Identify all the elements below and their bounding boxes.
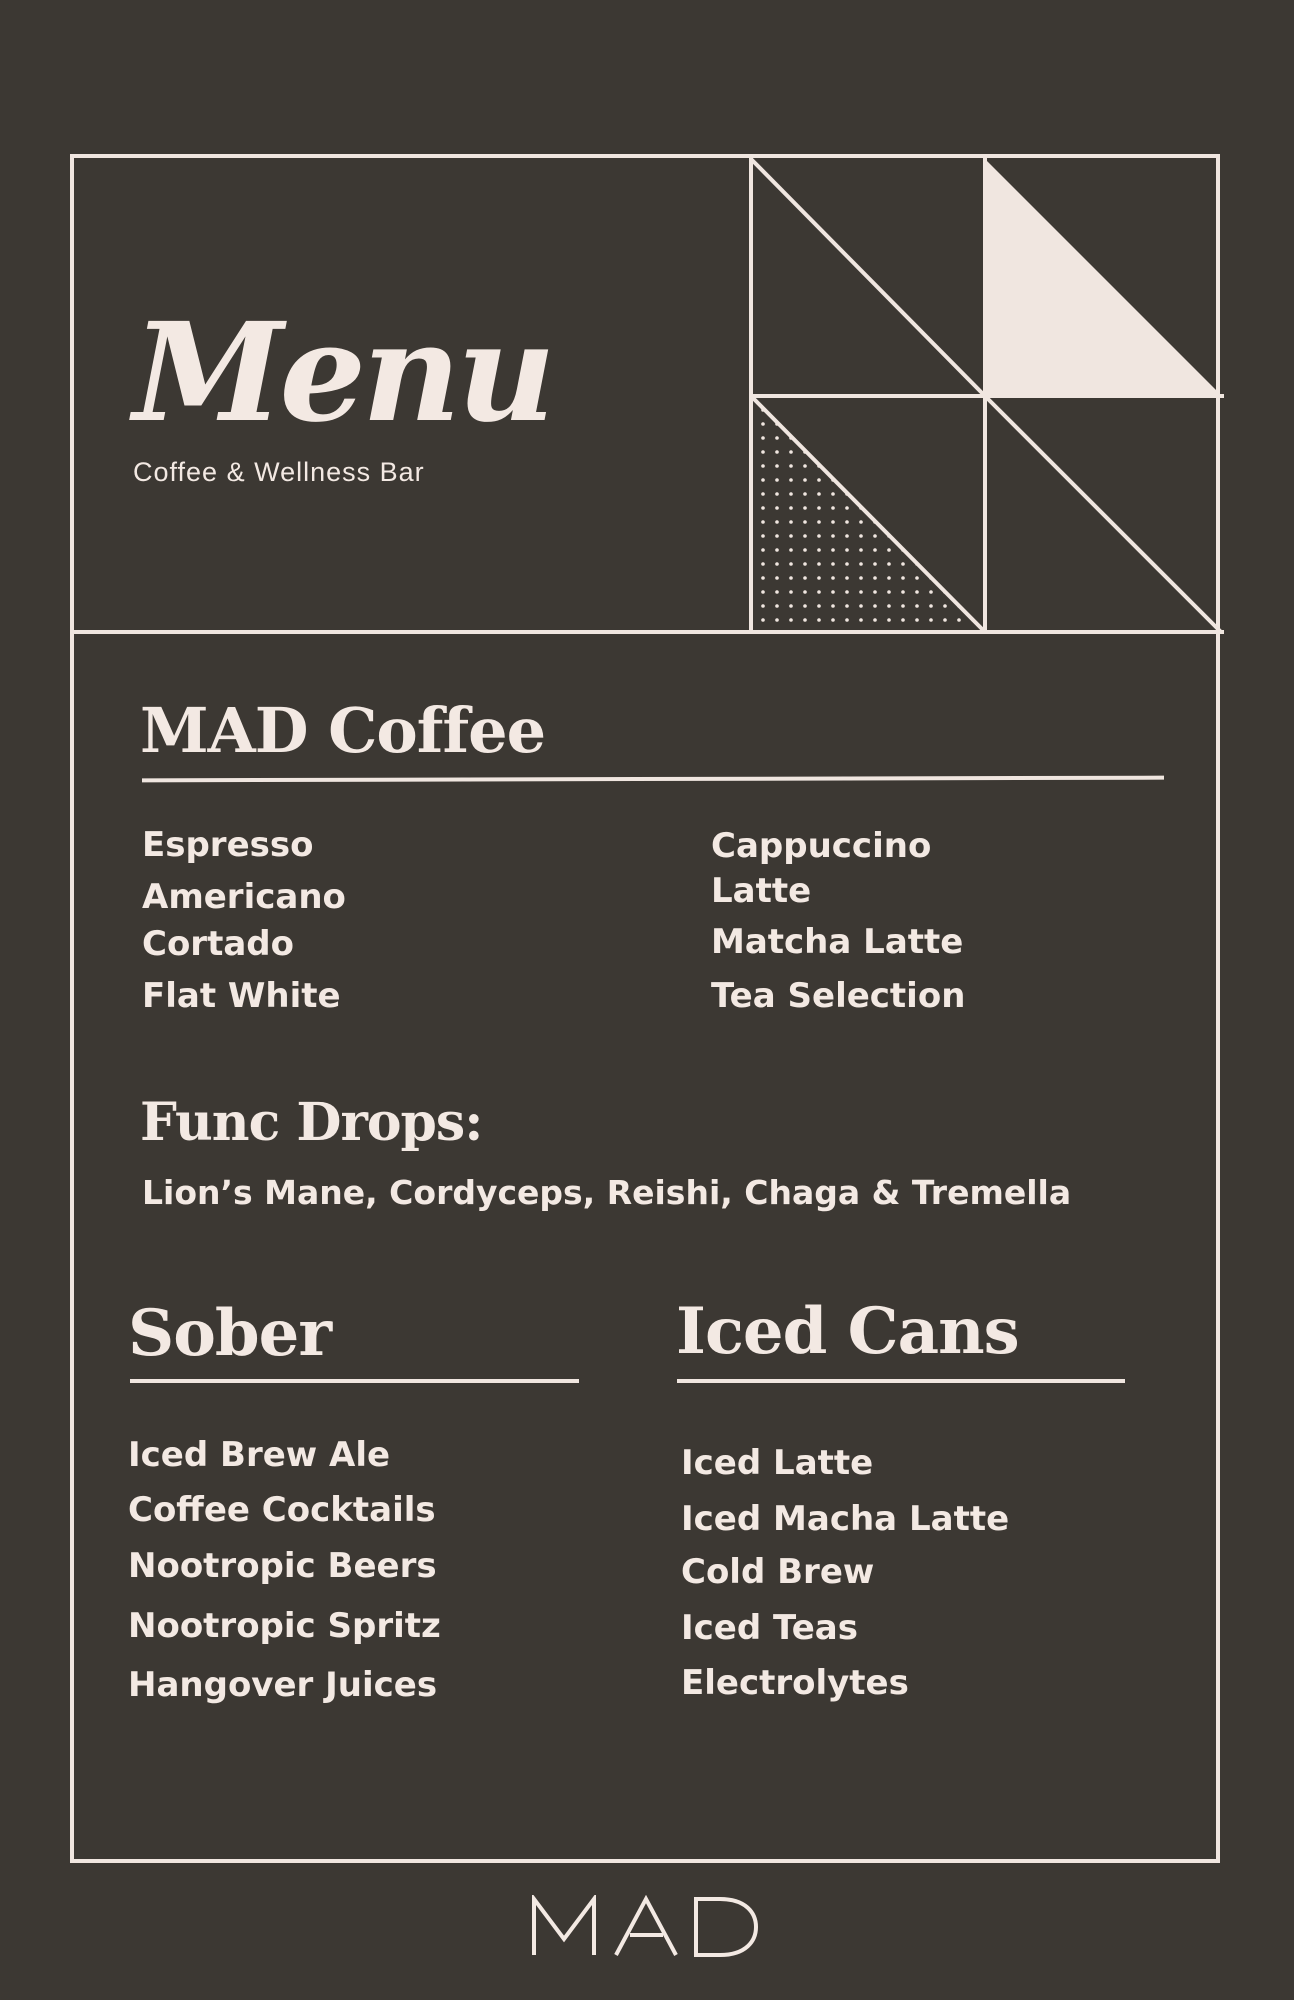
list-item: Iced Latte [681,1443,874,1483]
list-item: Tea Selection [711,976,966,1016]
solid-triangle [985,159,1221,395]
list-item: Iced Macha Latte [681,1499,1010,1539]
func-drops-heading: Func Drops: [140,1092,483,1153]
list-item: Matcha Latte [711,922,964,962]
list-item: Cappuccino [711,826,932,866]
list-item: Espresso [142,825,314,865]
list-item: Iced Teas [681,1608,858,1648]
menu-title: Menu [133,293,552,453]
geometric-triangles-graphic [745,154,1224,634]
menu-subtitle: Coffee & Wellness Bar [133,457,425,487]
mad-coffee-heading: MAD Coffee [140,694,546,767]
list-item: Hangover Juices [128,1665,438,1705]
list-item: Nootropic Beers [128,1546,437,1586]
list-item: Cold Brew [681,1552,875,1592]
list-item: Flat White [142,976,341,1016]
list-item: Americano [142,877,346,917]
mad-logo [530,1895,760,1957]
sober-underline [130,1379,579,1383]
list-item: Coffee Cocktails [128,1490,436,1530]
list-item: Iced Brew Ale [128,1435,391,1475]
list-item: Latte [711,871,812,911]
sober-heading: Sober [128,1296,332,1371]
list-item: Electrolytes [681,1663,909,1703]
iced-cans-heading: Iced Cans [676,1294,1019,1369]
iced-cans-underline [677,1379,1125,1383]
func-drops-text: Lion’s Mane, Cordyceps, Reishi, Chaga & Tremella [142,1173,1072,1212]
list-item: Cortado [142,924,294,964]
list-item: Nootropic Spritz [128,1606,441,1646]
